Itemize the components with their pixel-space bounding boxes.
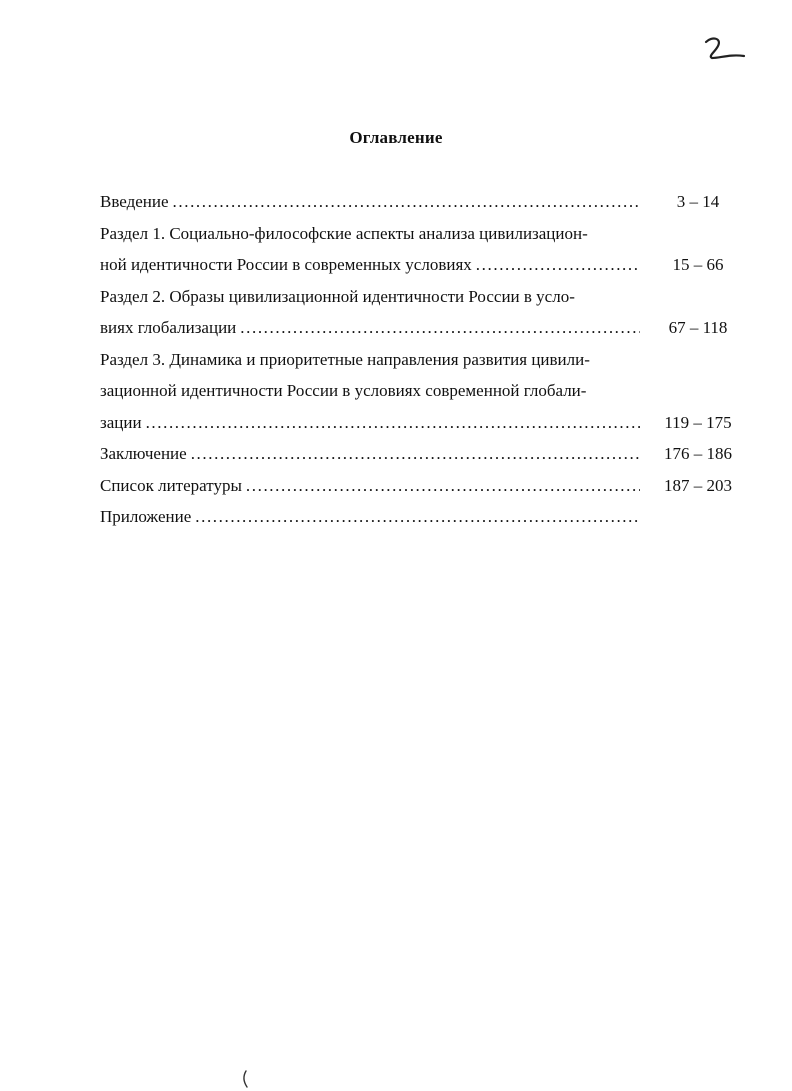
toc-entry-label: Введение <box>100 192 169 211</box>
dot-leader <box>173 186 640 218</box>
dot-leader <box>191 438 640 470</box>
toc-entry-line: Раздел 3. Динамика и приоритетные направления развития цивили- <box>100 349 590 369</box>
toc-entry-label: Приложение <box>100 507 192 526</box>
toc-entry-appendix[interactable] <box>100 501 750 533</box>
toc-entry-pages: 3 – 14 <box>676 192 720 211</box>
toc-entry-pages: 67 – 118 <box>668 318 728 337</box>
toc-entry-label: виях глобализации <box>100 318 237 337</box>
toc-entry-pages: 15 – 66 <box>672 255 724 274</box>
toc-entry-conclusion[interactable] <box>100 438 750 470</box>
toc-entry-label: ной идентичности России в современных условиях <box>100 255 472 274</box>
toc-entry-pages: 176 – 186 <box>664 444 732 463</box>
dot-leader <box>195 501 640 533</box>
toc-entry-section-3[interactable] <box>100 344 750 439</box>
toc-entry-label: Список литературы <box>100 475 242 495</box>
toc-entry-label: зации <box>100 412 142 432</box>
toc-entry-section-2[interactable] <box>100 281 750 344</box>
toc-entry-bibliography[interactable] <box>100 470 750 502</box>
dot-leader <box>146 407 640 439</box>
toc-entry-line: Раздел 2. Образы цивилизационной идентичности России в усло- <box>100 286 575 306</box>
toc-entry-pages: 119 – 175 <box>664 412 732 432</box>
table-of-contents <box>100 186 750 533</box>
scan-artifact-mark <box>240 1070 250 1088</box>
toc-entry-pages: 187 – 203 <box>664 475 732 495</box>
toc-entry-label: Заключение <box>100 444 187 463</box>
toc-title: Оглавление <box>349 128 443 147</box>
toc-entry-line: зационной идентичности России в условиях современной глобали- <box>100 381 587 400</box>
dot-leader <box>240 312 640 344</box>
toc-entry-section-1[interactable] <box>100 218 750 281</box>
handwritten-page-number <box>700 34 748 66</box>
dot-leader <box>246 470 640 502</box>
dot-leader <box>476 249 640 281</box>
toc-entry-line: Раздел 1. Социально-философские аспекты анализа цивилизацион- <box>100 223 588 243</box>
toc-entry-introduction[interactable] <box>100 186 750 218</box>
